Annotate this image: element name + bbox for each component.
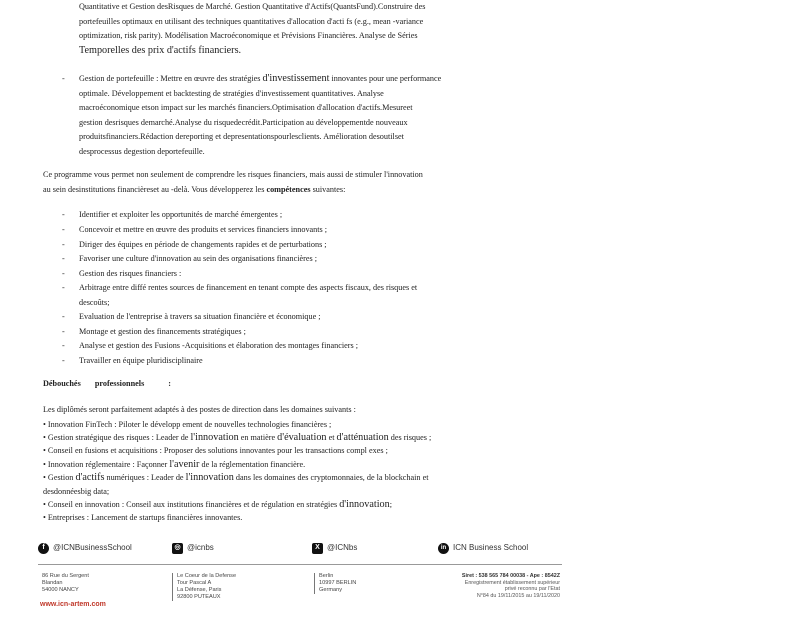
footer-line: Le Coeur de la Defense [177,573,237,579]
text-line: Quantitative et Gestion desRisques de Marché. Gestion Quantitative d'Actifs(QuantsFund).Construire des [79,2,426,11]
footer-line: privé reconnu par l'Etat [504,586,560,593]
list-item [43,471,553,484]
dash-marker: - [62,268,65,278]
list-item [0,238,800,253]
social-label: ICN Business School [453,543,529,552]
text-fragment: d'innovation [339,499,390,511]
heading-fragment: : [168,379,172,388]
list-item-text: Evaluation de l'entreprise à travers sa situation financière et économique ; [79,312,321,321]
text-fragment: au sein desinstitutions financièreset au -delà. Vous développerez les [43,184,265,194]
portfolio-bullet-text [79,72,551,160]
website-link[interactable]: www.icn-artem.com [40,601,106,608]
list-item [0,223,800,238]
footer-line: Blandan [42,580,63,586]
dash-marker: - [62,74,65,83]
skills-list [0,208,800,368]
text-line: macroéconomique etson impact sur les marchés financiers.Optimisation d'allocation d'actifs.Mesureet [79,103,413,113]
dash-marker: - [62,239,65,249]
text-line: optimale. Développement et backtesting de stratégies d'investissement quantitatives. Analyse [79,88,384,98]
text-fragment: d'investissement [262,73,330,84]
text-line: desprocessus degestion deportefeuille. [79,146,205,156]
list-item [0,325,800,340]
x-icon: X [312,543,323,554]
list-item-continuation: desdonnéesbig data; [43,486,110,496]
text-fragment: • Conseil en innovation : Conseil aux institutions financières et de régulation en stratégies [43,500,338,510]
text-fragment: innovantes pour une performance [331,74,442,83]
text-fragment: et [328,433,335,442]
text-fragment: de la réglementation financière. [201,459,306,469]
footer-address-nancy [38,573,89,594]
text-line: gestion desrisques demarché.Analyse du risquedecrédit.Participation au développementde nouveaux [79,117,408,127]
text-fragment: l'innovation [190,432,239,443]
text-fragment: • Innovation réglementaire : Façonner [43,459,168,469]
social-label: @icnbs [187,543,214,552]
text-fragment: • Gestion stratégique des risques : Leader de [43,433,189,442]
list-item: • Entreprises : Lancement de startups financières innovantes. [43,513,243,523]
top-paragraph [79,0,555,58]
text-fragment: des risques ; [390,433,432,442]
text-line: Temporelles des prix d'actifs financiers. [79,44,242,56]
text-line: Ce programme vous permet non seulement de comprendre les risques financiers, mais aussi de stimuler l'innovation [43,170,423,179]
list-item-text: Montage et gestion des financements stratégiques ; [79,326,246,336]
footer-line: 92800 PUTEAUX [177,594,221,600]
text-fragment: en matière [240,433,276,442]
careers-list [43,403,553,525]
footer-line: Germany [319,587,343,593]
text-line [43,183,549,198]
facebook-icon: f [38,543,49,554]
footer-address-paris [172,573,236,601]
footer-line: N°84 du 19/11/2015 au 19/11/2020 [476,592,560,599]
list-item [43,431,553,444]
footer-line: 54000 NANCY [42,587,79,593]
footer-line: Tour Pascal A [177,580,212,586]
social-facebook[interactable] [38,541,132,556]
list-item [0,281,800,296]
list-item-text: Favoriser une culture d'innovation au sein des organisations financières ; [79,254,318,263]
heading-fragment: professionnels [94,379,145,388]
footer-line: Berlin [319,573,334,579]
list-item: • Innovation FinTech : Piloter le développ ement de nouvelles technologies financières ; [43,419,332,429]
social-label: @ICNBusinessSchool [53,543,132,552]
text-fragment: compétences [266,184,311,194]
dash-marker: - [62,210,65,219]
footer-line: 86 Rue du Sergent [42,573,89,579]
careers-intro: Les diplômés seront parfaitement adaptés à des postes de direction dans les domaines suivants : [43,405,356,414]
text-fragment: l'avenir [169,458,200,470]
social-linkedin[interactable] [438,541,528,556]
text-fragment: d'atténuation [336,432,389,443]
list-item-text: Travailler en équipe pluridisciplinaire [79,355,203,365]
dash-marker: - [62,312,65,321]
text-fragment: suivantes: [312,184,346,194]
footer-line: 10997 BERLIN [319,580,357,586]
text-fragment: l'innovation [185,472,234,484]
list-item [0,310,800,325]
section-heading [43,377,171,392]
text-fragment: dans les domaines des cryptomonnaies, de la blockchain et [235,473,429,483]
footer-legal [420,573,560,599]
text-fragment: Gestion de portefeuille : Mettre en œuvre des stratégies [79,74,261,83]
list-item-text: descoûts; [79,297,110,307]
list-item-text: Analyse et gestion des Fusions -Acquisitions et élaboration des montages financiers ; [79,341,359,350]
social-label: @ICNbs [327,543,358,552]
instagram-icon: ◎ [172,543,183,554]
list-item-text: Identifier et exploiter les opportunités de marché émergentes ; [79,210,283,219]
heading-fragment: Débouchés [43,379,81,388]
program-intro [43,168,549,197]
list-item [0,339,800,354]
dash-marker: - [62,355,65,365]
text-line [79,72,551,87]
list-item-text: Diriger des équipes en période de changements rapides et de perturbations ; [79,239,327,249]
list-item [0,267,800,282]
list-item-text: Arbitrage entre diffé rentes sources de financement en tenant compte des aspects fiscaux, des risques et [79,283,418,292]
social-x[interactable] [312,541,357,556]
dash-marker: - [62,326,65,336]
footer-divider [38,564,562,565]
dash-marker: - [62,341,65,350]
footer-line: La Défense, Paris [177,587,222,593]
list-item [43,458,553,471]
dash-marker: - [62,254,65,263]
text-fragment: numériques : Leader de [106,473,184,483]
list-item-continuation [0,296,800,311]
social-links [38,541,578,555]
dash-marker: - [62,225,65,234]
footer-address-berlin [314,573,356,594]
text-fragment: d'évaluation [277,432,327,443]
text-fragment: ; [389,500,392,510]
footer-line: Enregistrement établissement supérieur [464,579,560,586]
text-line: optimization, risk parity). Modélisation Macroéconomique et Prévisions Financières. Analyse de Séries [79,31,418,41]
list-item [43,498,553,511]
list-item-text: Gestion des risques financiers : [79,268,182,278]
list-item [0,354,800,369]
text-fragment: • Gestion [43,473,74,483]
social-instagram[interactable] [172,541,214,556]
linkedin-icon: in [438,543,449,554]
list-item [0,208,800,223]
list-item [0,252,800,267]
footer-line: Siret : 538 565 784 00038 - Ape : 8542Z [461,573,560,579]
dash-marker: - [62,283,65,292]
list-item: • Conseil en fusions et acquisitions : Proposer des solutions innovantes pour les transactions compl exes ; [43,446,388,456]
text-line: portefeuilles optimaux en utilisant des techniques quantitatives d'allocation d'acti fs (e.g., mean -variance [79,16,424,26]
text-fragment: d'actifs [75,472,105,484]
list-item-text: Concevoir et mettre en œuvre des produits et services financiers innovants ; [79,225,328,234]
text-line: produitsfinanciers.Rédaction dereporting et depresentationspourlesclients. Amélioration desoutilset [79,132,404,142]
